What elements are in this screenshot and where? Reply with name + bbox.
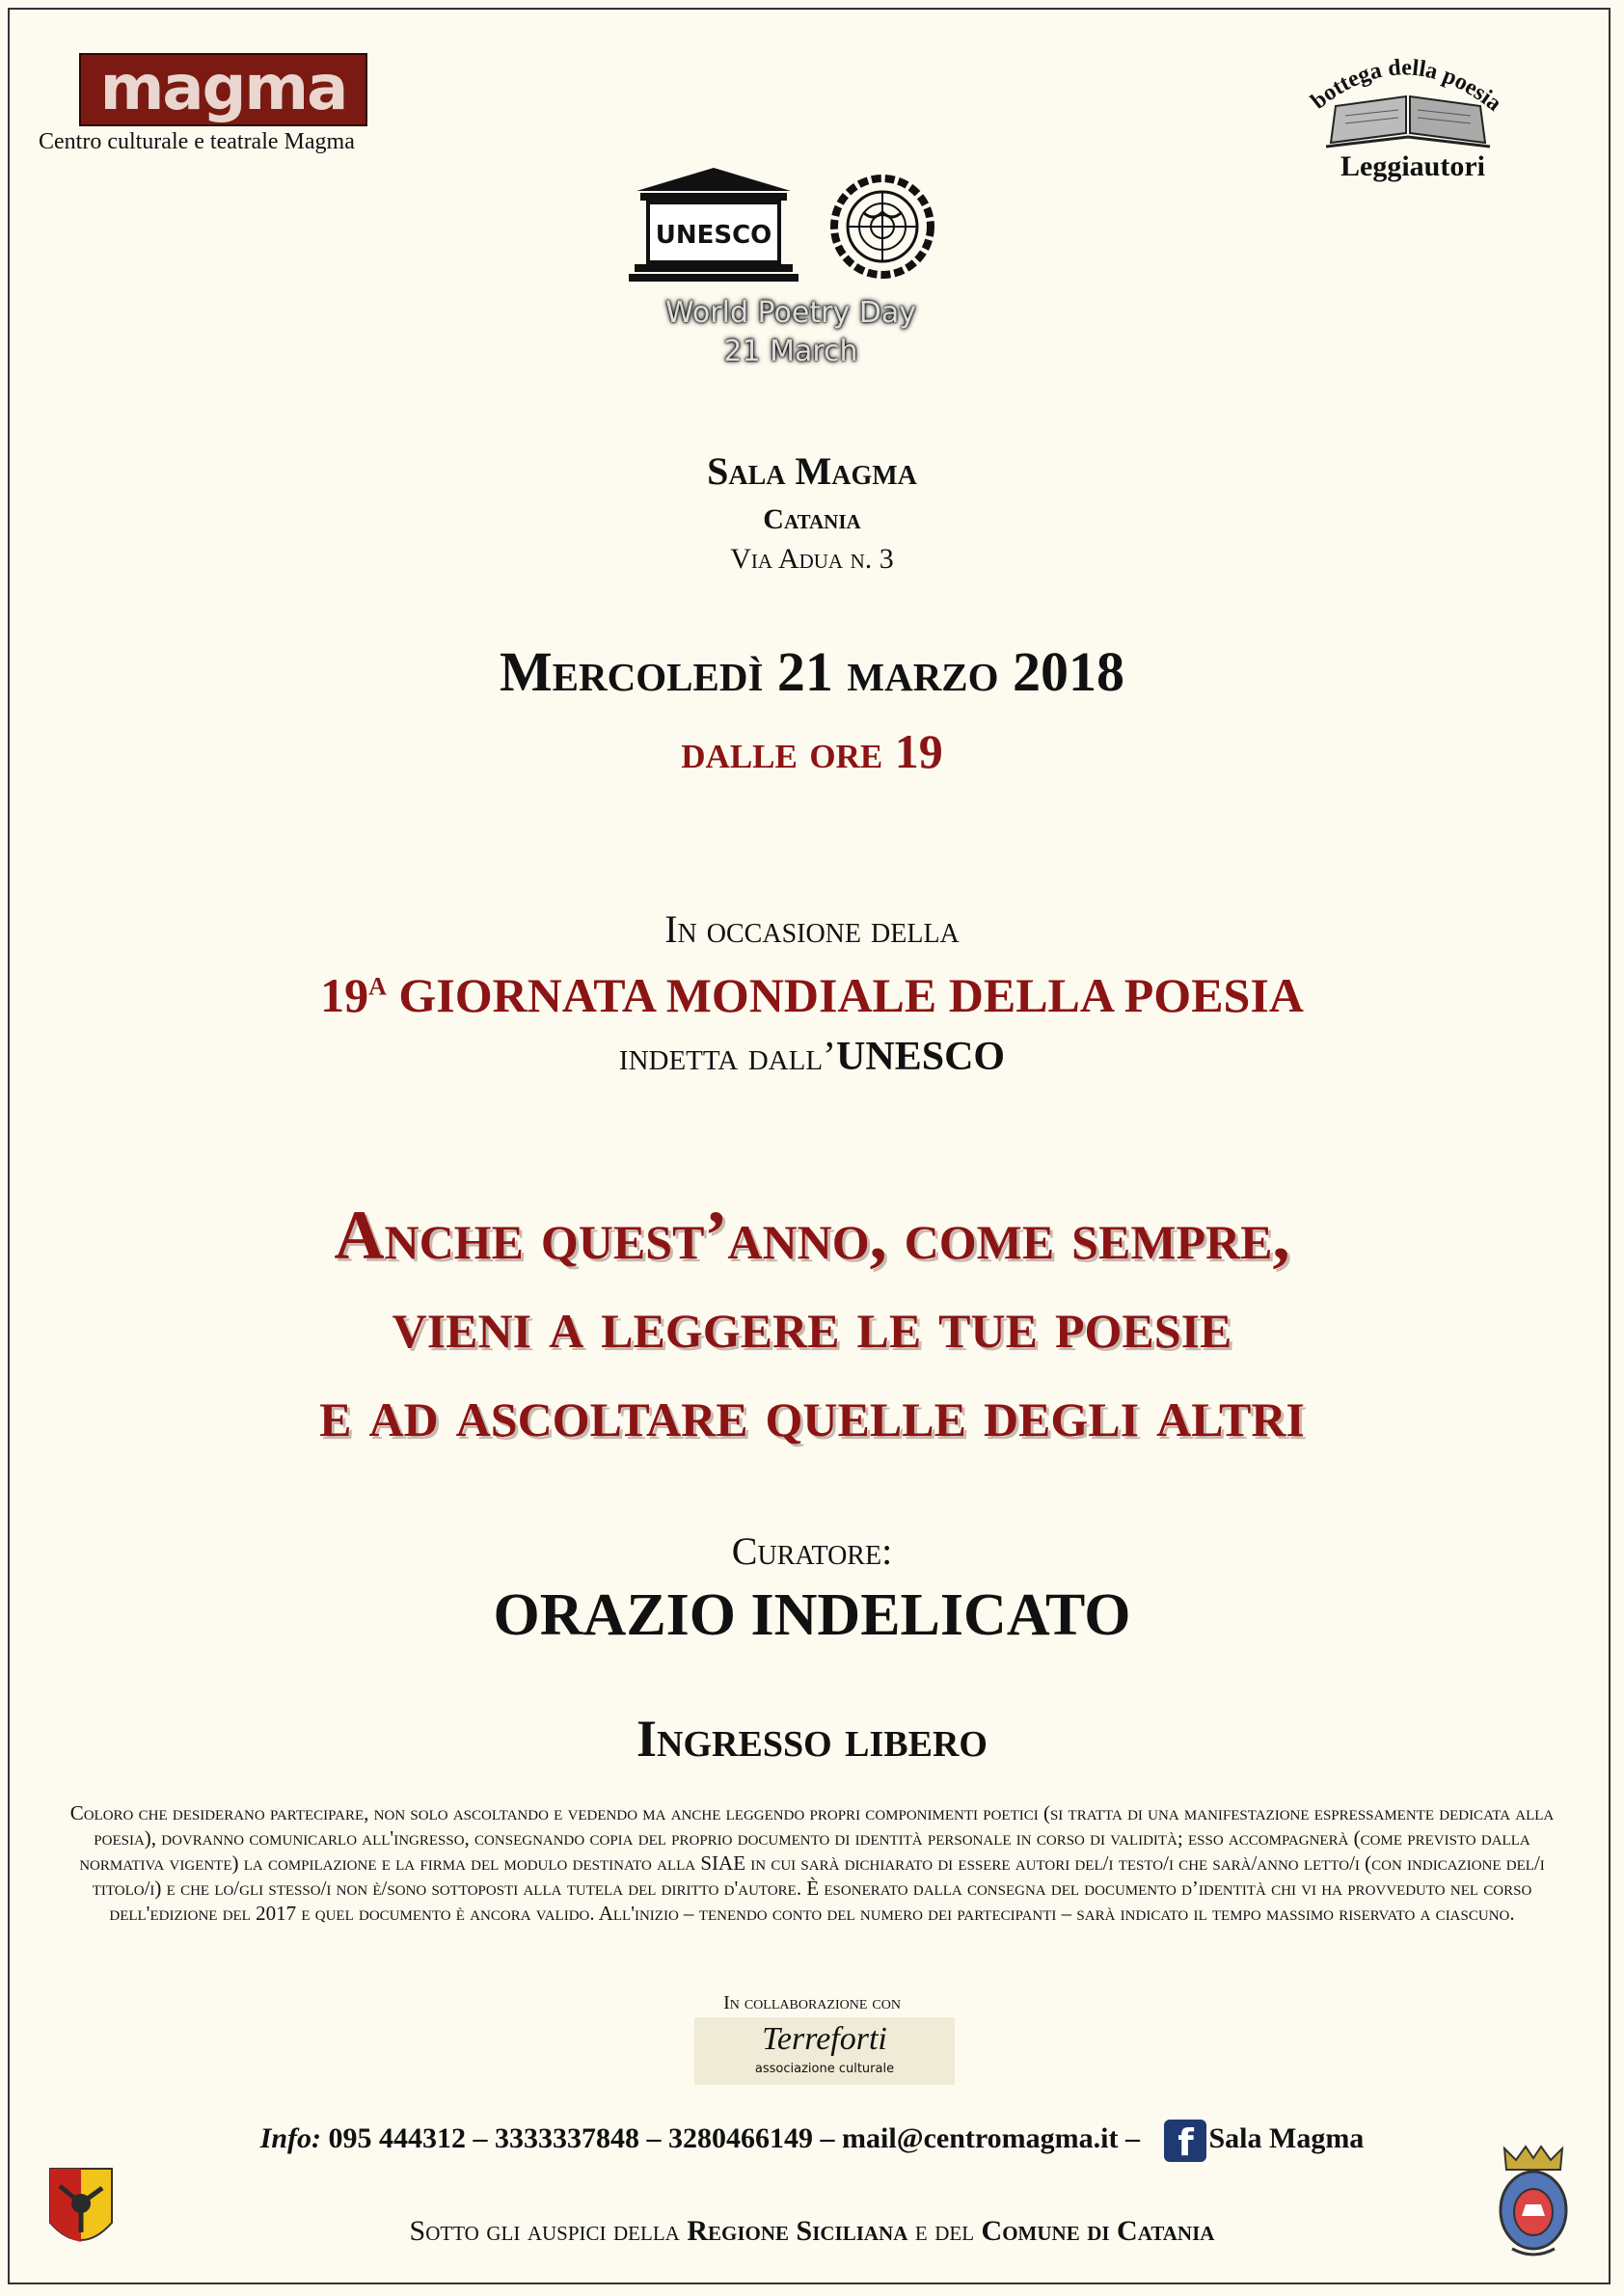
footer-comune: Comune di Catania: [981, 2215, 1215, 2247]
world-poetry-day: [617, 294, 964, 371]
entry-free: Ingresso libero: [636, 1710, 988, 1768]
wpd-line2: 21 March: [723, 335, 858, 368]
footer-p2: e del: [907, 2215, 982, 2247]
terreforti-logo: [694, 2017, 955, 2085]
headline-line: e ad ascoltare quelle degli altri: [319, 1374, 1305, 1451]
terreforti-name: Terreforti: [762, 2021, 887, 2057]
book-icon: [1326, 96, 1490, 147]
event-time: dalle ore 19: [681, 724, 943, 778]
event-date: Mercoledì 21 marzo 2018: [499, 640, 1125, 703]
info-line: [0, 2120, 1624, 2162]
unesco-text: UNESCO: [655, 221, 772, 250]
headline-line: Anche quest’anno, come sempre,: [334, 1197, 1290, 1274]
venue-address: Via Adua n. 3: [730, 543, 894, 575]
info-label: Info:: [259, 2121, 322, 2154]
occasion-number: 19: [320, 968, 369, 1022]
occasion-line3-bold: UNESCO: [836, 1035, 1006, 1079]
venue-name: Sala Magma: [707, 449, 917, 493]
terreforti-sub: associazione culturale: [754, 2062, 895, 2076]
magma-logo: magma: [79, 53, 367, 126]
magma-subtitle: Centro culturale e teatrale Magma: [39, 129, 355, 154]
footer-auspices: [0, 2215, 1624, 2248]
unesco-logo: [627, 164, 974, 289]
unesco-temple-icon: [629, 168, 798, 282]
participation-note: Coloro che desiderano partecipare, non solo ascoltando e vedendo ma anche leggendo propri componimenti poetici (si tratta di una manifestazione espressamente dedicata alla poesia), dovranno comunicarlo all'ingresso, consegnando copia del proprio documento di identità personale in corso di validità; esso accompagnerà (come previsto dalla normativa vigente) la compilazione e la firma del modulo destinato alla SIAE in cui sarà dichiarato di essere autori del/i testo/i che sarà/anno letto/i (con indicazione del/i titolo/i) e che lo/gli stesso/i non è/sono sottoposti alla tutela del diritto d'autore. È esonerato dalla consegna del documento d’identità chi vi ha provveduto nel corso dell'edizione del 2017 e quel documento è ancora valido. All'inizio – tenendo conto del numero dei partecipanti – sarà indicato il tempo massimo riservato a ciascuno.: [69, 1801, 1555, 1925]
headline: [0, 1191, 1624, 1457]
occasion-line1: In occasione della: [664, 907, 960, 951]
bottega-arc-text: bottega della poesia: [1306, 55, 1506, 117]
occasion-title-text: GIORNATA MONDIALE DELLA POESIA: [398, 968, 1304, 1022]
bottega-name: Leggiautori: [1340, 150, 1485, 182]
facebook-page[interactable]: Sala Magma: [1208, 2121, 1365, 2154]
venue-city: Catania: [763, 503, 861, 535]
occasion-line3: [0, 1034, 1624, 1080]
occasion-line3-pre: indetta dall’: [618, 1035, 837, 1079]
facebook-icon[interactable]: f: [1164, 2120, 1206, 2162]
occasion-title: [0, 967, 1624, 1023]
un-emblem-icon: [834, 178, 931, 275]
collab-label: In collaborazione con: [723, 1992, 901, 2013]
occasion-sup: A: [368, 972, 387, 1001]
curator-label: Curatore:: [731, 1529, 893, 1573]
wpd-line1: World Poetry Day: [665, 296, 916, 330]
footer-regione: Regione Siciliana: [687, 2215, 908, 2247]
headline-line: vieni a leggere le tue poesie: [392, 1285, 1232, 1363]
info-contacts: 095 444312 – 3333337848 – 3280466149 – mail@centromagma.it –: [328, 2121, 1140, 2154]
footer-p1: Sotto gli auspici della: [409, 2215, 688, 2247]
curator-name: ORAZIO INDELICATO: [493, 1582, 1131, 1648]
